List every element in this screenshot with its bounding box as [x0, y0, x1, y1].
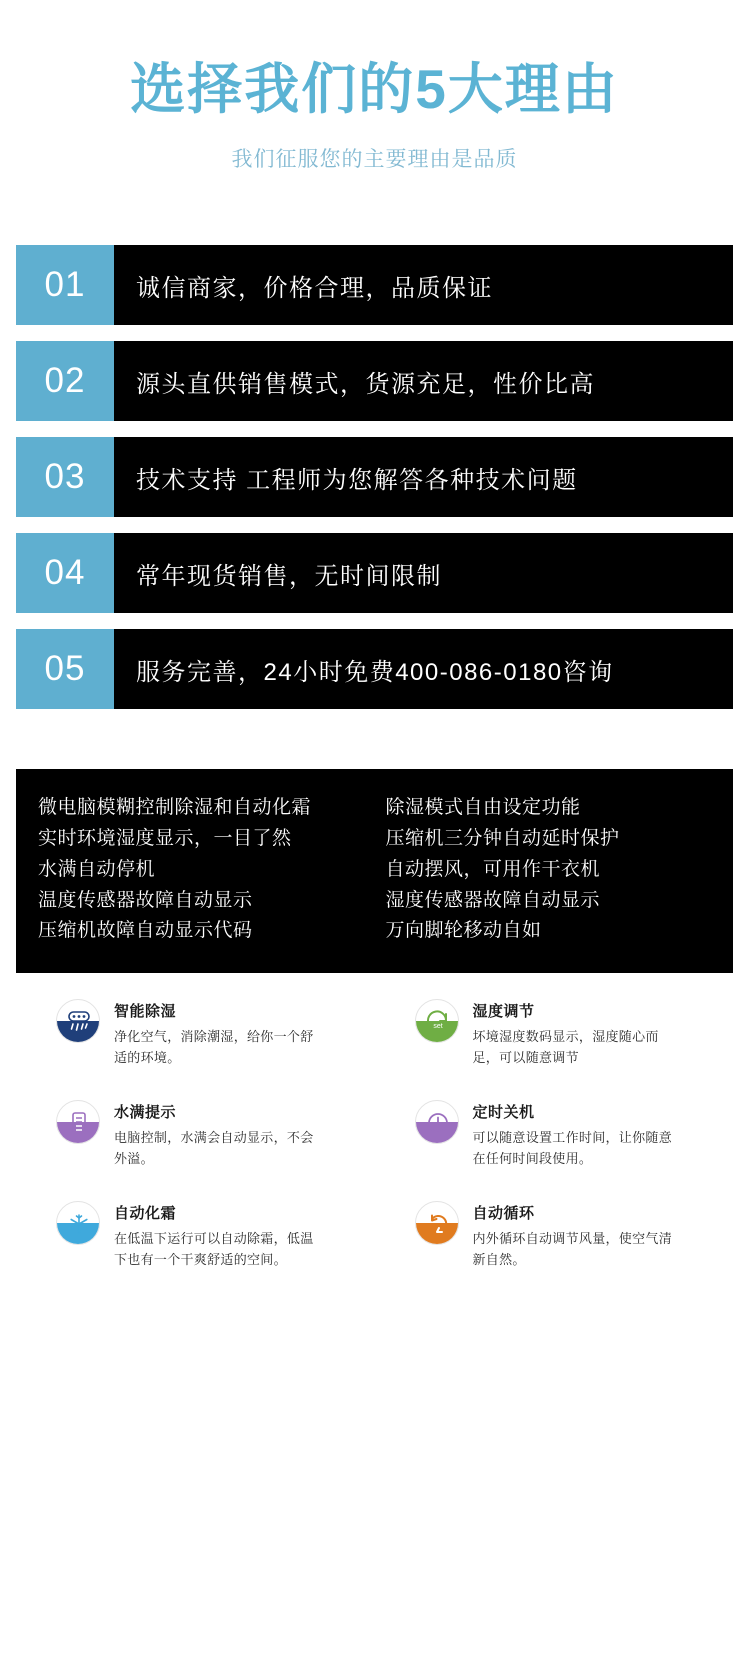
reason-row — [16, 629, 733, 709]
icon-feature-item — [16, 1100, 375, 1201]
timer-off-icon — [415, 1100, 459, 1144]
icon-feature-body — [473, 1100, 685, 1169]
icon-feature-body — [114, 1201, 326, 1270]
feature-line: 压缩机三分钟自动延时保护 — [385, 828, 620, 850]
icon-feature-body — [114, 999, 326, 1068]
icon-feature-item — [375, 1201, 734, 1302]
icon-feature-body — [114, 1100, 326, 1169]
reason-row — [16, 341, 733, 421]
feature-line: 万向脚轮移动自如 — [385, 920, 542, 942]
reason-text: 源头直供销售模式，货源充足，性价比高 — [136, 370, 595, 398]
feature-line: 自动摆风，可用作干衣机 — [385, 858, 601, 880]
auto-defrost-icon — [56, 1201, 100, 1245]
reason-text: 服务完善，24小时免费400-086-0180咨询 — [136, 658, 614, 686]
feature-line: 压缩机故障自动显示代码 — [38, 920, 253, 942]
icon-feature-item — [375, 1100, 734, 1201]
icon-feature-body — [473, 1201, 685, 1270]
svg-text:set: set — [432, 1023, 443, 1031]
reason-number: 03 — [16, 437, 114, 517]
features-column-left — [38, 793, 364, 947]
reason-row — [16, 437, 733, 517]
icon-feature-item — [16, 999, 375, 1100]
icon-feature-desc: 在低温下运行可以自动除霜，低温下也有一个干爽舒适的空间。 — [114, 1231, 314, 1268]
dehumidify-icon — [56, 999, 100, 1043]
icon-feature-body — [473, 999, 685, 1068]
icon-feature-item — [16, 1201, 375, 1302]
icon-feature-title: 湿度调节 — [472, 1003, 535, 1021]
features-panel — [16, 769, 733, 973]
icon-feature-item — [375, 999, 734, 1100]
icon-feature-desc: 内外循环自动调节风量，使空气清新自然。 — [472, 1231, 673, 1268]
features-column-right — [364, 793, 712, 947]
icon-feature-title: 水满提示 — [114, 1104, 177, 1122]
reason-row — [16, 245, 733, 325]
humidity-set-icon — [415, 999, 459, 1043]
feature-line: 除湿模式自由设定功能 — [385, 797, 581, 819]
icon-feature-grid — [16, 999, 733, 1302]
icon-feature-title: 智能除湿 — [114, 1003, 177, 1021]
icon-feature-title: 自动循环 — [472, 1205, 535, 1223]
reason-text: 诚信商家，价格合理，品质保证 — [136, 274, 493, 302]
icon-feature-desc: 坏境湿度数码显示，湿度随心而足，可以随意调节 — [472, 1029, 659, 1066]
feature-line: 温度传感器故障自动显示 — [38, 889, 253, 911]
reason-number: 01 — [16, 245, 114, 325]
reason-number: 02 — [16, 341, 114, 421]
icon-feature-desc: 净化空气，消除潮湿，给你一个舒适的环境。 — [114, 1029, 314, 1066]
icon-feature-title: 定时关机 — [472, 1104, 535, 1122]
reason-number: 04 — [16, 533, 114, 613]
page-subtitle: 我们征服您的主要理由是品质 — [231, 148, 518, 172]
reason-number: 05 — [16, 629, 114, 709]
reason-text: 常年现货销售，无时间限制 — [136, 562, 442, 590]
icon-feature-desc: 可以随意设置工作时间，让你随意在任何时间段使用。 — [472, 1130, 673, 1167]
icon-feature-title: 自动化霜 — [114, 1205, 177, 1223]
water-full-icon — [56, 1100, 100, 1144]
page-header — [0, 0, 749, 173]
icon-feature-desc: 电脑控制，水满会自动显示，不会外溢。 — [114, 1130, 314, 1167]
feature-line: 水满自动停机 — [38, 858, 156, 880]
feature-line: 湿度传感器故障自动显示 — [385, 889, 601, 911]
feature-line: 微电脑模糊控制除湿和自动化霜 — [38, 797, 312, 819]
page-title: 选择我们的5大理由 — [130, 58, 619, 120]
reason-text: 技术支持 工程师为您解答各种技术问题 — [136, 466, 578, 494]
feature-line: 实时环境湿度显示，一目了然 — [38, 828, 292, 850]
reason-row — [16, 533, 733, 613]
reasons-list — [0, 245, 749, 709]
auto-circulate-icon — [415, 1201, 459, 1245]
